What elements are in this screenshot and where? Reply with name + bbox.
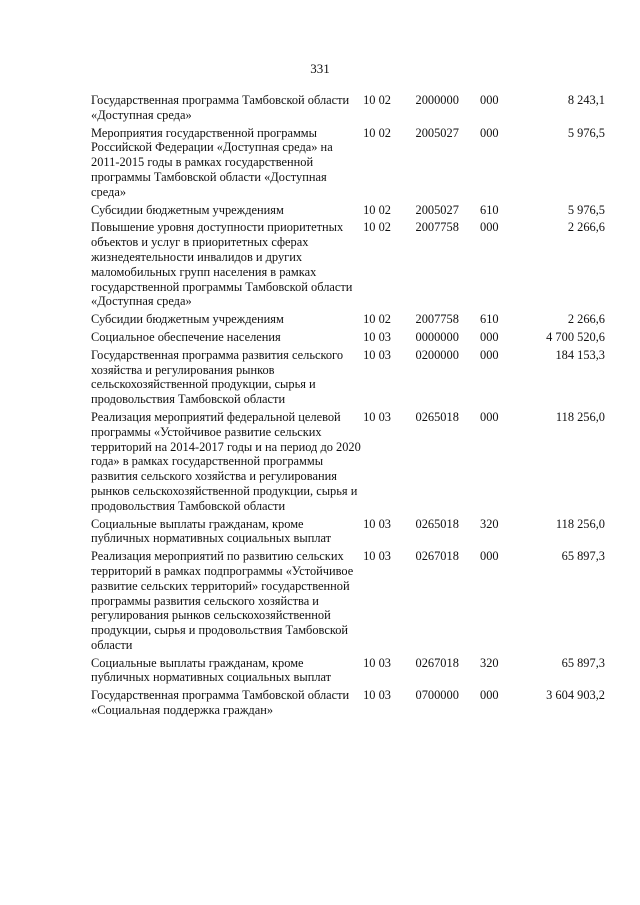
- target-article-code: 0267018: [415, 655, 459, 670]
- budget-table: [91, 93, 605, 721]
- target-article-code: 0200000: [415, 347, 459, 362]
- table-row: [91, 220, 605, 312]
- amount: 65 897,3: [561, 655, 605, 670]
- amount: 5 976,5: [567, 202, 605, 217]
- table-row: [91, 312, 605, 330]
- target-article-code: 0265018: [415, 409, 459, 424]
- amount: 118 256,0: [555, 516, 605, 531]
- section-code: 10 02: [363, 202, 391, 217]
- item-name: Социальные выплаты гражданам, кроме публичных нормативных социальных выплат: [91, 655, 332, 685]
- expense-type-code: 000: [480, 125, 499, 140]
- expense-type-code: 000: [480, 688, 499, 703]
- amount: 118 256,0: [555, 409, 605, 424]
- item-name: Социальное обеспечение населения: [91, 329, 281, 344]
- section-code: 10 03: [363, 688, 391, 703]
- item-name: Мероприятия государственной программы Российской Федерации «Доступная среда» на 2011-2015 годы в рамках государственной программы Тамбовской области «Доступная среда»: [91, 125, 333, 199]
- amount: 4 700 520,6: [546, 329, 605, 344]
- expense-type-code: 000: [480, 220, 499, 235]
- item-name: Повышение уровня доступности приоритетных объектов и услуг в приоритетных сферах жизнедеятельности инвалидов и других маломобильных групп населения в рамках государственной программы Тамбовской области «Доступная среда»: [91, 220, 353, 309]
- section-code: 10 02: [363, 125, 391, 140]
- expense-type-code: 000: [480, 347, 499, 362]
- item-name: Государственная программа развития сельского хозяйства и регулирования рынков сельскохозяйственной продукции, сырья и продовольствия Тамбовской области: [91, 347, 344, 407]
- section-code: 10 03: [363, 549, 391, 564]
- target-article-code: 2005027: [415, 125, 459, 140]
- amount: 65 897,3: [561, 549, 605, 564]
- expense-type-code: 000: [480, 549, 499, 564]
- table-row: [91, 93, 605, 126]
- budget-table-body: [91, 93, 605, 721]
- item-name: Субсидии бюджетным учреждениям: [91, 202, 284, 217]
- target-article-code: 2007758: [415, 220, 459, 235]
- table-row: [91, 348, 605, 410]
- target-article-code: 0265018: [415, 516, 459, 531]
- amount: 5 976,5: [567, 125, 605, 140]
- section-code: 10 03: [363, 347, 391, 362]
- section-code: 10 03: [363, 655, 391, 670]
- amount: 8 243,1: [567, 93, 605, 107]
- expense-type-code: 000: [480, 409, 499, 424]
- expense-type-code: 320: [480, 655, 499, 670]
- section-code: 10 03: [363, 409, 391, 424]
- target-article-code: 2007758: [415, 312, 459, 327]
- page-number: 331: [310, 61, 330, 76]
- section-code: 10 02: [363, 312, 391, 327]
- section-code: 10 02: [363, 93, 391, 107]
- table-row: [91, 517, 605, 550]
- table-row: [91, 656, 605, 689]
- target-article-code: 0267018: [415, 549, 459, 564]
- amount: 2 266,6: [567, 220, 605, 235]
- section-code: 10 02: [363, 220, 391, 235]
- item-name: Субсидии бюджетным учреждениям: [91, 312, 284, 327]
- target-article-code: 2000000: [415, 93, 459, 107]
- expense-type-code: 610: [480, 202, 499, 217]
- table-row: [91, 126, 605, 203]
- item-name: Реализация мероприятий по развитию сельских территорий в рамках подпрограммы «Устойчивое развитие сельских территорий» государственной программы развития сельского хозяйства и регулирования рынков сельскохозяйственной продукции, сырья и продовольствия Тамбовской области: [91, 549, 354, 652]
- item-name: Государственная программа Тамбовской области «Социальная поддержка граждан»: [91, 688, 350, 718]
- section-code: 10 03: [363, 516, 391, 531]
- expense-type-code: 610: [480, 312, 499, 327]
- amount: 184 153,3: [555, 347, 605, 362]
- target-article-code: 0000000: [415, 329, 459, 344]
- expense-type-code: 000: [480, 329, 499, 344]
- amount: 3 604 903,2: [546, 688, 605, 703]
- item-name: Реализация мероприятий федеральной целевой программы «Устойчивое развитие сельских территорий на 2014-2017 годы и на период до 2020 года» в рамках государственной программы развития сельского хозяйства и регулирования рынков сельскохозяйственной продукции, сырья и продовольствия Тамбовской области: [91, 409, 361, 513]
- table-row: [91, 203, 605, 221]
- item-name: Государственная программа Тамбовской области «Доступная среда»: [91, 93, 350, 122]
- section-code: 10 03: [363, 329, 391, 344]
- table-row: [91, 549, 605, 656]
- table-row: [91, 410, 605, 517]
- expense-type-code: 320: [480, 516, 499, 531]
- amount: 2 266,6: [567, 312, 605, 327]
- expense-type-code: 000: [480, 93, 499, 107]
- item-name: Социальные выплаты гражданам, кроме публичных нормативных социальных выплат: [91, 516, 332, 546]
- table-row: [91, 688, 605, 721]
- table-row: [91, 330, 605, 348]
- target-article-code: 0700000: [415, 688, 459, 703]
- target-article-code: 2005027: [415, 202, 459, 217]
